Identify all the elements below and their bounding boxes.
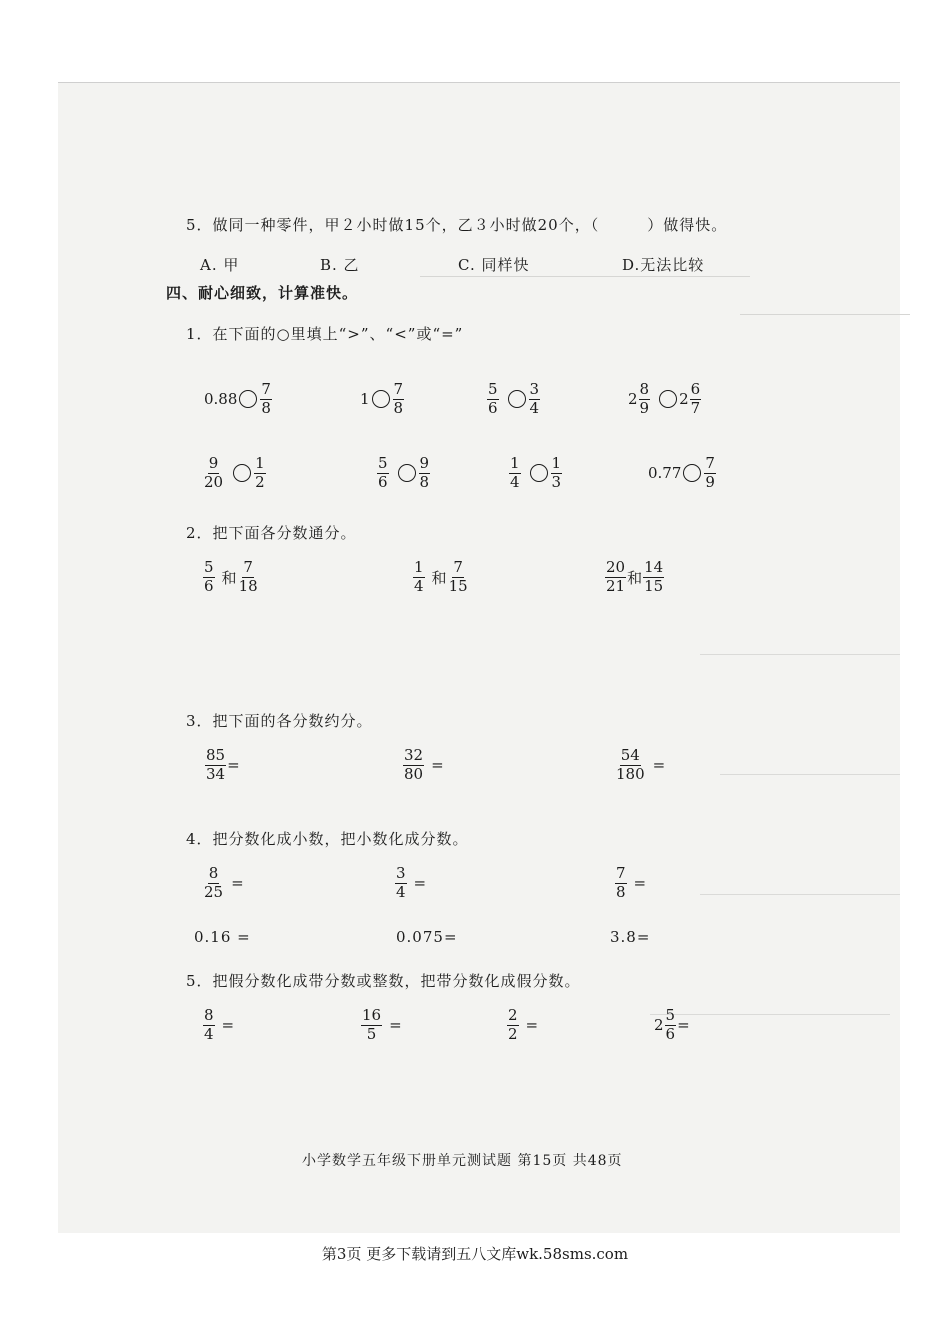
fraction: $\frac{7}{18}$ — [238, 558, 258, 595]
fraction: $\frac{3}{4}$ — [529, 380, 540, 417]
bleed-through-line — [720, 760, 900, 775]
common-denominator-item: $\frac{1}{4}$ 和 $\frac{7}{15}$ — [414, 558, 468, 595]
page-footer: 小学数学五年级下册单元测试题 第15页 共48页 — [302, 1153, 623, 1169]
fraction: $\frac{3}{4}$ — [396, 864, 406, 901]
option-d: D.无法比较 — [622, 256, 705, 274]
fraction: $\frac{2}{2}$ — [508, 1006, 518, 1043]
download-note: 第3页 更多下载请到五八文库wk.58sms.com — [321, 1245, 629, 1263]
fraction: $\frac{5}{6}$ — [488, 380, 498, 417]
part-3-title: 3．把下面的各分数约分。 — [186, 712, 373, 730]
fraction: $\frac{8}{4}$ — [204, 1006, 214, 1043]
answer-circle[interactable] — [233, 464, 251, 482]
part-5-title: 5．把假分数化成带分数或整数，把带分数化成假分数。 — [186, 972, 581, 990]
fraction: $\frac{7}{9}$ — [705, 454, 715, 491]
compare-item — [376, 456, 431, 491]
mixed-number-item: 2 $\frac{5}{6}$ = — [654, 1006, 690, 1043]
fraction: $\frac{5}{6}$ — [204, 558, 214, 595]
frac-to-decimal-item: $\frac{8}{25}$ = — [204, 864, 244, 901]
fraction: $\frac{85}{34}$ — [206, 746, 226, 783]
part-4-title: 4．把分数化成小数，把小数化成分数。 — [186, 830, 469, 848]
decimal-to-frac-item: 0.075= — [396, 928, 458, 946]
reduce-item: $\frac{85}{34}$ = — [206, 746, 240, 783]
fraction: $\frac{8}{9}$ — [639, 380, 650, 417]
fraction: $\frac{9}{20}$ — [204, 454, 224, 491]
common-denominator-item: $\frac{5}{6}$ 和 $\frac{7}{18}$ — [204, 558, 258, 595]
compare-item: 0.88 $\frac{7}{8}$ — [204, 380, 271, 417]
reduce-item: $\frac{54}{180}$ = — [616, 746, 666, 783]
compare-item: 2 $\frac{8}{9}$ 2 $\frac{6}{7}$ — [628, 380, 701, 417]
fraction: $\frac{32}{80}$ — [404, 746, 424, 783]
compare-item — [202, 456, 267, 491]
answer-circle[interactable] — [683, 464, 701, 482]
decimal-to-frac-item: 0.16 = — [194, 928, 251, 946]
reduce-item: $\frac{32}{80}$ = — [404, 746, 444, 783]
fraction: $\frac{6}{7}$ — [690, 380, 701, 417]
answer-circle[interactable] — [659, 390, 677, 408]
compare-item — [486, 382, 541, 417]
part-1-title: 1．在下面的○里填上“>”、“<”或“=” — [186, 325, 464, 343]
fraction: $\frac{5}{6}$ — [378, 454, 388, 491]
frac-to-decimal-item: $\frac{3}{4}$ = — [396, 864, 427, 901]
mixed-number-item: $\frac{16}{5}$ = — [362, 1006, 402, 1043]
fraction: $\frac{7}{8}$ — [393, 380, 404, 417]
answer-circle[interactable] — [508, 390, 526, 408]
answer-circle[interactable] — [372, 390, 390, 408]
option-b: B. 乙 — [320, 256, 360, 274]
fraction: $\frac{54}{180}$ — [616, 746, 645, 783]
answer-circle[interactable] — [398, 464, 416, 482]
section-4-title: 四、耐心细致，计算准快。 — [166, 284, 359, 302]
decimal-to-frac-item: 3.8= — [610, 928, 651, 946]
answer-circle[interactable] — [239, 390, 257, 408]
part-2-title: 2．把下面各分数通分。 — [186, 524, 357, 542]
fraction: $\frac{1}{2}$ — [255, 454, 265, 491]
frac-to-decimal-item: $\frac{7}{8}$ = — [616, 864, 647, 901]
mixed-number-item: $\frac{2}{2}$ = — [508, 1006, 539, 1043]
common-denominator-item: $\frac{20}{21}$ 和 $\frac{14}{15}$ — [606, 558, 664, 595]
compare-item: 0.77 $\frac{7}{9}$ — [648, 454, 715, 491]
question-5-text: 5．做同一种零件，甲２小时做15个，乙３小时做20个，（ ）做得快。 — [186, 216, 728, 234]
fraction: $\frac{1}{4}$ — [510, 454, 520, 491]
option-c: C. 同样快 — [458, 256, 530, 274]
fraction: $\frac{8}{25}$ — [204, 864, 224, 901]
option-a: A. 甲 — [200, 256, 240, 274]
bleed-through-line — [700, 880, 900, 895]
fraction: $\frac{9}{8}$ — [419, 454, 430, 491]
compare-item — [508, 456, 563, 491]
bleed-through-line — [740, 300, 910, 315]
fraction: $\frac{5}{6}$ — [665, 1006, 676, 1043]
fraction: $\frac{16}{5}$ — [362, 1006, 382, 1043]
fraction: $\frac{7}{8}$ — [616, 864, 626, 901]
answer-circle[interactable] — [530, 464, 548, 482]
mixed-number-item: $\frac{8}{4}$ = — [204, 1006, 235, 1043]
fraction: $\frac{1}{3}$ — [551, 454, 562, 491]
fraction: $\frac{1}{4}$ — [414, 558, 424, 595]
bleed-through-line — [700, 640, 900, 655]
fraction: $\frac{7}{8}$ — [261, 380, 271, 417]
compare-item: 1 $\frac{7}{8}$ — [360, 380, 404, 417]
fraction: $\frac{20}{21}$ — [606, 558, 626, 595]
fraction: $\frac{14}{15}$ — [644, 558, 664, 595]
fraction: $\frac{7}{15}$ — [448, 558, 468, 595]
